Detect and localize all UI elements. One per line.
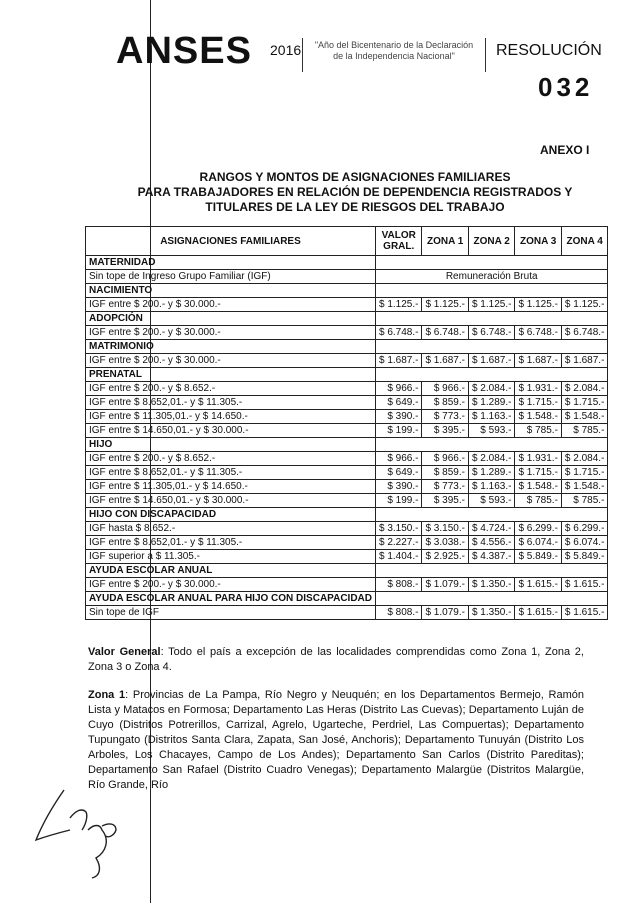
amount-cell: $ 1.687.- — [422, 354, 468, 368]
table-row — [86, 326, 608, 340]
row-label: IGF entre $ 200.- y $ 8.652.- — [86, 382, 376, 396]
table-row — [86, 550, 608, 564]
amount-cell: $ 1.715.- — [515, 396, 561, 410]
document-title — [120, 170, 590, 215]
section-row — [86, 508, 608, 522]
empty-cell — [375, 256, 607, 270]
row-label: IGF entre $ 11.305,01.- y $ 14.650.- — [86, 410, 376, 424]
amount-cell: $ 966.- — [375, 382, 421, 396]
row-label: IGF entre $ 200.- y $ 30.000.- — [86, 298, 376, 312]
amount-cell: $ 6.748.- — [561, 326, 607, 340]
amount-cell: $ 199.- — [375, 424, 421, 438]
amount-cell: $ 1.125.- — [375, 298, 421, 312]
amount-cell: $ 1.350.- — [468, 606, 514, 620]
amount-cell: $ 1.687.- — [515, 354, 561, 368]
table-row — [86, 480, 608, 494]
amount-cell: $ 6.748.- — [468, 326, 514, 340]
table-row — [86, 424, 608, 438]
table-row — [86, 354, 608, 368]
section-row — [86, 312, 608, 326]
table-row — [86, 536, 608, 550]
row-label: IGF entre $ 11.305,01.- y $ 14.650.- — [86, 480, 376, 494]
section-label: AYUDA ESCOLAR ANUAL PARA HIJO CON DISCAPACIDAD — [86, 592, 376, 606]
amount-cell: $ 785.- — [561, 424, 607, 438]
amount-cell: $ 4.556.- — [468, 536, 514, 550]
amount-cell: $ 593.- — [468, 424, 514, 438]
header-year: 2016 — [270, 42, 302, 58]
allowances-table — [85, 226, 608, 620]
row-label: IGF entre $ 8.652,01.- y $ 11.305.- — [86, 396, 376, 410]
amount-cell: $ 966.- — [422, 382, 468, 396]
amount-cell: $ 390.- — [375, 480, 421, 494]
paragraph-zona-1 — [88, 688, 584, 793]
empty-cell — [375, 368, 607, 382]
amount-cell: $ 6.748.- — [515, 326, 561, 340]
section-row — [86, 438, 608, 452]
table-row — [86, 410, 608, 424]
amount-cell: $ 395.- — [422, 494, 468, 508]
header-cell: ZONA 2 — [468, 227, 514, 256]
empty-cell — [375, 564, 607, 578]
section-row — [86, 592, 608, 606]
table-row — [86, 270, 608, 284]
amount-cell: $ 1.615.- — [515, 606, 561, 620]
amount-cell: $ 859.- — [422, 466, 468, 480]
amount-cell: $ 1.163.- — [468, 480, 514, 494]
empty-cell — [375, 592, 607, 606]
row-label: Sin tope de Ingreso Grupo Familiar (IGF) — [86, 270, 376, 284]
amount-cell: $ 2.084.- — [561, 382, 607, 396]
paragraph-heading: Zona 1 — [88, 689, 126, 701]
amount-cell: $ 4.387.- — [468, 550, 514, 564]
amount-cell: $ 1.404.- — [375, 550, 421, 564]
amount-cell: $ 1.289.- — [468, 396, 514, 410]
row-label: IGF entre $ 200.- y $ 30.000.- — [86, 326, 376, 340]
amount-cell: $ 2.084.- — [468, 452, 514, 466]
amount-cell: $ 966.- — [422, 452, 468, 466]
empty-cell — [375, 312, 607, 326]
amount-cell: $ 3.038.- — [422, 536, 468, 550]
motto-box — [302, 38, 486, 72]
section-row — [86, 368, 608, 382]
row-label: IGF entre $ 14.650,01.- y $ 30.000.- — [86, 494, 376, 508]
row-label: IGF entre $ 200.- y $ 30.000.- — [86, 354, 376, 368]
amount-cell: $ 390.- — [375, 410, 421, 424]
amount-cell: $ 785.- — [515, 494, 561, 508]
header-cell: ZONA 4 — [561, 227, 607, 256]
header-cell: ZONA 3 — [515, 227, 561, 256]
amount-cell: $ 4.724.- — [468, 522, 514, 536]
handwritten-signature — [30, 780, 140, 880]
section-label: HIJO CON DISCAPACIDAD — [86, 508, 376, 522]
amount-cell: $ 6.748.- — [375, 326, 421, 340]
section-row — [86, 340, 608, 354]
paragraph-heading: Valor General — [88, 646, 161, 658]
amount-cell: $ 1.687.- — [375, 354, 421, 368]
paragraph-text: : Todo el país a excepción de las localidades comprendidas como Zona 1, Zona 2, Zona 3 o Zona 4. — [88, 646, 584, 673]
resolution-label: RESOLUCIÓN — [496, 42, 602, 59]
table-row — [86, 466, 608, 480]
amount-cell: $ 966.- — [375, 452, 421, 466]
amount-cell: $ 1.548.- — [561, 410, 607, 424]
amount-cell: $ 593.- — [468, 494, 514, 508]
section-row — [86, 284, 608, 298]
amount-cell: $ 2.084.- — [561, 452, 607, 466]
row-label: IGF superior a $ 11.305.- — [86, 550, 376, 564]
section-label: ADOPCIÓN — [86, 312, 376, 326]
amount-cell: $ 1.687.- — [561, 354, 607, 368]
header-cell: ASIGNACIONES FAMILIARES — [86, 227, 376, 256]
amount-cell: $ 2.084.- — [468, 382, 514, 396]
section-label: AYUDA ESCOLAR ANUAL — [86, 564, 376, 578]
row-label: Sin tope de IGF — [86, 606, 376, 620]
amount-cell: $ 808.- — [375, 606, 421, 620]
header-cell: ZONA 1 — [422, 227, 468, 256]
amount-cell: $ 6.074.- — [561, 536, 607, 550]
amount-cell: $ 649.- — [375, 396, 421, 410]
amount-cell: $ 3.150.- — [375, 522, 421, 536]
paragraph-valor-general — [88, 645, 584, 675]
amount-cell: $ 6.074.- — [515, 536, 561, 550]
section-label: HIJO — [86, 438, 376, 452]
amount-cell: $ 1.289.- — [468, 466, 514, 480]
amount-cell: $ 1.548.- — [515, 480, 561, 494]
row-label: IGF entre $ 14.650,01.- y $ 30.000.- — [86, 424, 376, 438]
amount-cell: $ 1.615.- — [561, 606, 607, 620]
header-motto: "Año del Bicentenario de la Declaración de la Independencia Nacional" — [314, 40, 474, 61]
amount-cell: $ 649.- — [375, 466, 421, 480]
amount-cell: $ 1.548.- — [515, 410, 561, 424]
amount-cell: $ 1.715.- — [515, 466, 561, 480]
table-body — [86, 256, 608, 620]
amount-cell: $ 1.125.- — [422, 298, 468, 312]
amount-cell: $ 2.227.- — [375, 536, 421, 550]
amount-cell: $ 1.548.- — [561, 480, 607, 494]
title-line: RANGOS Y MONTOS DE ASIGNACIONES FAMILIARES — [199, 170, 511, 184]
table-row — [86, 606, 608, 620]
amount-cell: $ 1.615.- — [561, 578, 607, 592]
table-row — [86, 578, 608, 592]
amount-cell: $ 2.925.- — [422, 550, 468, 564]
amount-cell: $ 1.079.- — [422, 578, 468, 592]
amount-cell: $ 773.- — [422, 410, 468, 424]
empty-cell — [375, 508, 607, 522]
amount-cell: $ 6.299.- — [561, 522, 607, 536]
row-label: IGF entre $ 200.- y $ 8.652.- — [86, 452, 376, 466]
amount-cell: $ 6.748.- — [422, 326, 468, 340]
empty-cell — [375, 438, 607, 452]
amount-cell: $ 1.079.- — [422, 606, 468, 620]
amount-cell: $ 6.299.- — [515, 522, 561, 536]
amount-cell: $ 3.150.- — [422, 522, 468, 536]
section-row — [86, 564, 608, 578]
amount-cell: $ 773.- — [422, 480, 468, 494]
section-label: MATERNIDAD — [86, 256, 376, 270]
title-line: TITULARES DE LA LEY DE RIESGOS DEL TRABAJO — [205, 200, 505, 214]
amount-cell: $ 199.- — [375, 494, 421, 508]
title-line: PARA TRABAJADORES EN RELACIÓN DE DEPENDENCIA REGISTRADOS Y — [137, 185, 573, 199]
section-label: NACIMIENTO — [86, 284, 376, 298]
paragraph-text: : Provincias de La Pampa, Río Negro y Neuquén; en los Departamentos Bermejo, Ramón Lista y Matacos en Formosa; Departamento Las Heras (Distrito Las Cuevas); Departamento Luján de Cuyo (Distritos Potrerillos, Carrizal, Agrelo, Ugarteche, Perdriel, Las Compuertas); Departamento Tupungato (Distritos Santa Clara, Zapata, San José, Anchoris); Departamento Tunuyán (Distrito Los Arboles, Los Chacayes, Campo de Los Andes); Departamento San Carlos (Distrito Pareditas); Departamento San Rafael (Distrito Cuadro Venegas); Departamento Malargüe (Distritos Malargüe, Río Grande, Río — [88, 689, 584, 791]
amount-cell: $ 5.849.- — [515, 550, 561, 564]
amount-cell: $ 1.125.- — [468, 298, 514, 312]
amount-cell: $ 808.- — [375, 578, 421, 592]
amount-cell: $ 1.615.- — [515, 578, 561, 592]
amount-cell: $ 1.125.- — [561, 298, 607, 312]
table-row — [86, 452, 608, 466]
row-label: IGF entre $ 200.- y $ 30.000.- — [86, 578, 376, 592]
amount-cell: $ 1.687.- — [468, 354, 514, 368]
table-row — [86, 396, 608, 410]
amount-cell: $ 785.- — [561, 494, 607, 508]
empty-cell — [375, 340, 607, 354]
amount-cell: $ 1.715.- — [561, 396, 607, 410]
amount-cell: $ 1.125.- — [515, 298, 561, 312]
table-row — [86, 382, 608, 396]
amount-cell: $ 785.- — [515, 424, 561, 438]
empty-cell — [375, 284, 607, 298]
table-header-row — [86, 227, 608, 256]
amount-cell: $ 5.849.- — [561, 550, 607, 564]
row-label: IGF entre $ 8.652,01.- y $ 11.305.- — [86, 466, 376, 480]
resolution-number: 032 — [538, 72, 594, 102]
merged-value: Remuneración Bruta — [375, 270, 607, 284]
amount-cell: $ 1.931.- — [515, 382, 561, 396]
anses-logo: ANSES — [116, 30, 252, 72]
amount-cell: $ 859.- — [422, 396, 468, 410]
annex-label: ANEXO I — [540, 143, 590, 157]
row-label: IGF hasta $ 8.652.- — [86, 522, 376, 536]
section-row — [86, 256, 608, 270]
row-label: IGF entre $ 8.652,01.- y $ 11.305.- — [86, 536, 376, 550]
section-label: MATRIMONIO — [86, 340, 376, 354]
amount-cell: $ 1.350.- — [468, 578, 514, 592]
table-row — [86, 494, 608, 508]
amount-cell: $ 1.163.- — [468, 410, 514, 424]
table-row — [86, 298, 608, 312]
amount-cell: $ 1.931.- — [515, 452, 561, 466]
table-row — [86, 522, 608, 536]
section-label: PRENATAL — [86, 368, 376, 382]
header-cell: VALOR GRAL. — [375, 227, 421, 256]
amount-cell: $ 395.- — [422, 424, 468, 438]
amount-cell: $ 1.715.- — [561, 466, 607, 480]
